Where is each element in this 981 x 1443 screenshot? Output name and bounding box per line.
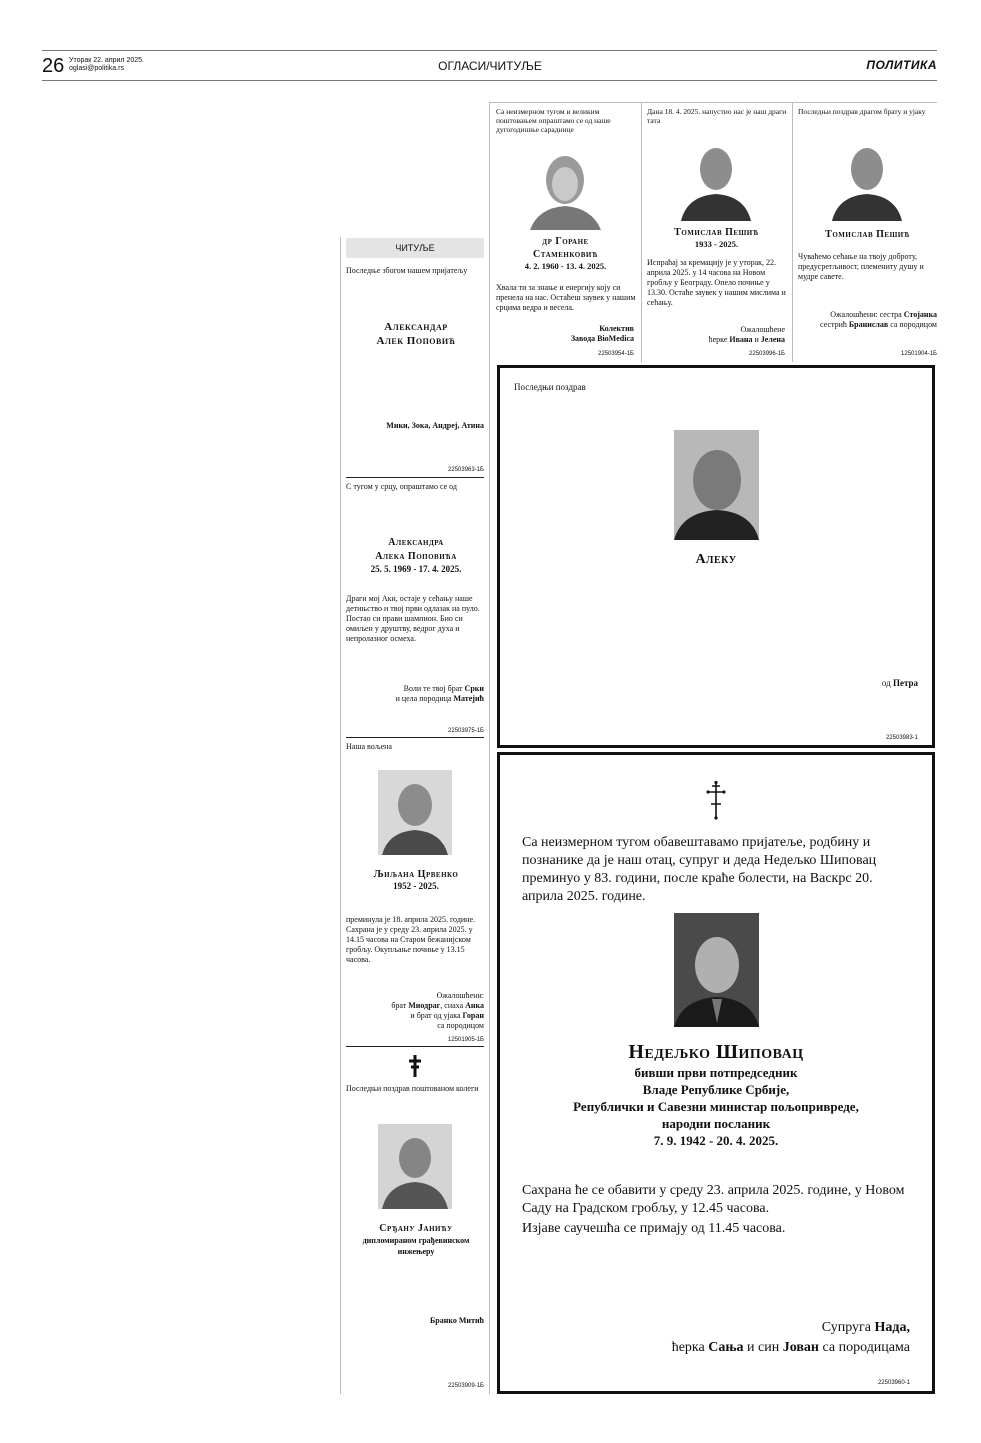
notice-gorana-heading: [494, 235, 637, 271]
portrait-photo: [679, 136, 753, 221]
deceased-name: Недељко Шиповац: [628, 1041, 804, 1063]
ad-code: 22503975-1Б: [448, 728, 484, 734]
orthodox-cross-icon: [702, 780, 730, 820]
ad-code: 22503996-1Б: [749, 351, 785, 357]
notice-ljiljana-body: преминула је 18. априла 2025. године. Сахрана је у среду 23. априла 2025. у 14.15 часова на Старом бежанијском гробљу. Окупљање почиње у 13.15 часова.: [346, 915, 476, 964]
notice-ljiljana-mourners: Ожалошћени: брат Миодраг, снаха Анка и брат од ујака Горан са породицом: [391, 991, 484, 1030]
notice-aleksandar-signers: Мики, Зока, Андреј, Атина: [386, 421, 484, 430]
box-aleku-intro: Последњи поздрав: [514, 382, 586, 392]
notice-divider: [346, 737, 484, 738]
name-line-2: Алек Поповић: [376, 335, 456, 347]
ad-code: 22503909-1Б: [448, 1383, 484, 1389]
title-line-1: бивши први потпредседник: [634, 1065, 798, 1080]
ad-code: 22503954-1Б: [598, 351, 634, 357]
box-aleku-signer: од Петра: [881, 678, 918, 688]
orthodox-cross-icon: [402, 1053, 428, 1079]
notice-tomislav-body: Испраћај за кремацију је у уторак, 22. априла 2025. у 14 часова на Новом гробљу у Београду. Опело почиње у 13.30. Остаће заувек у нашим мислима и сећању.: [647, 258, 786, 307]
notice-aleksandar-name: [346, 320, 486, 348]
deceased-name: Љиљана Црвенко: [373, 869, 459, 880]
notice-aleksandar-intro: Последње збогом нашем пријатељу: [346, 266, 468, 275]
notice-divider: [346, 1046, 484, 1047]
title-line-4: народни посланик: [661, 1116, 771, 1131]
header-date-block: [69, 57, 144, 73]
notice-divider: [346, 477, 484, 478]
notice-tomislav-heading: [645, 226, 788, 249]
life-dates: 1952 - 2025.: [393, 881, 439, 891]
notice-tomislav-intro: Дана 18. 4. 2025. напустио нас је наш драги тата: [647, 107, 787, 125]
box-aleku-name: Алеку: [695, 552, 737, 567]
life-dates: 7. 9. 1942 - 20. 4. 2025.: [653, 1133, 779, 1148]
portrait-photo: [674, 913, 759, 1027]
notice-srdjan-intro: Последњи поздрав поштованом колеги: [346, 1084, 479, 1093]
notice-ljiljana-heading: [346, 868, 486, 891]
notice-gorana-signers: Колектив Завода BioMedica: [570, 324, 634, 343]
top-row-top-rule: [489, 102, 937, 103]
section-title: ОГЛАСИ/ЧИТУЉЕ: [438, 59, 542, 73]
deceased-name: Томислав Пешић: [825, 229, 910, 240]
header-date: Уторак 22. април 2025.: [69, 57, 144, 64]
notice-tomislav2-intro: Последњи поздрав драгом брату и ујаку: [798, 107, 926, 116]
ad-code: 12501905-1Б: [448, 1037, 484, 1043]
notice-gorana-body: Хвала ти за знање и енергију коју си пренела на нас. Остаћеш заувек у нашим срцима ведра и весела.: [496, 283, 636, 312]
box-nedeljko-signers: Супруга Нада, ћерка Сања и син Јован са породицама: [671, 1320, 910, 1355]
header-top-rule: [42, 50, 937, 51]
box-nedeljko-condolences: Изјаве саучешћа се примају од 11.45 часова.: [522, 1221, 786, 1236]
name-line-2: Стаменковић: [533, 249, 598, 260]
notice-srdjan-heading: [346, 1222, 486, 1257]
notice-gorana-intro: Са неизмерном тугом и великим поштовањем опраштамо се од наше дугогодишње сараднице: [496, 107, 611, 134]
title-line-2: Владе Републике Србије,: [642, 1082, 790, 1097]
portrait-photo: [528, 146, 603, 230]
section-label: ЧИТУЉЕ: [346, 238, 484, 258]
notice-aleksandra-intro: С тугом у срцу, опраштамо се од: [346, 482, 457, 491]
life-dates: 25. 5. 1969 - 17. 4. 2025.: [370, 564, 462, 574]
deceased-title: дипломираном грађевинском инжењеру: [362, 1236, 470, 1256]
portrait-photo: [674, 430, 759, 540]
deceased-name: Томислав Пешић: [674, 227, 759, 238]
name-line-1: Александра: [388, 537, 444, 548]
notice-tomislav2-body: Чуваћемо сећање на твоју доброту, предусретљивост, племениту душу и мудре савете.: [798, 252, 924, 281]
brand-logo: ПОЛИТИКА: [866, 58, 937, 72]
name-line-1: Александар: [384, 321, 448, 333]
name-line-1: др Горане: [542, 236, 589, 247]
top-row-rule: [641, 102, 642, 362]
ad-code: 22503983-1: [885, 735, 918, 741]
signer-line-1: Воли те твој брат Срки: [403, 684, 484, 693]
notice-aleksandra-signers: [346, 684, 484, 704]
header-bottom-rule: [42, 80, 937, 81]
top-row-rule: [489, 102, 490, 237]
notice-srdjan-signer: Бранко Митић: [430, 1316, 484, 1325]
notice-aleksandra-heading: [346, 536, 486, 574]
ad-code: 12501904-1Б: [901, 351, 937, 357]
box-nedeljko-heading: [500, 1040, 932, 1149]
notice-aleksandra-body: Драги мој Аки, остаје у сећању наше детињство и твој први одлазак на пуло. Постао си прави шампион. Био си омиљен у друштву, ведрог духа и непролазног осмеха.: [346, 594, 480, 643]
page-number: 26: [42, 55, 65, 77]
top-row-rule: [792, 102, 793, 362]
ad-code: 22503963-1Б: [448, 467, 484, 473]
box-nedeljko-intro: Са неизмерном тугом обавештавамо пријатеље, родбину и познанике да је наш отац, супруг и деда Недељко Шиповац преминуо у 83. години, после краће болести, на Васкрс 20. априла 2025. године.: [522, 835, 877, 904]
deceased-name: Срђану Јанићу: [379, 1223, 453, 1234]
left-col-rule-right: [489, 237, 490, 1394]
box-nedeljko-funeral: Сахрана ће се обавити у среду 23. априла 2025. године, у Новом Саду на Градском гробљу, у 12.45 часова.: [522, 1183, 905, 1216]
portrait-photo: [830, 136, 904, 221]
notice-tomislav2-signers: Ожалошћени: сестра Стојанка сестрић Бранислав са породицом: [820, 310, 937, 329]
portrait-photo: [378, 770, 452, 855]
portrait-photo: [378, 1124, 452, 1209]
name-line-2: Алека Поповића: [375, 551, 457, 562]
title-line-3: Републички и Савезни министар пољопривреде,: [573, 1099, 859, 1114]
life-dates: 4. 2. 1960 - 13. 4. 2025.: [524, 261, 607, 271]
left-col-rule-left: [340, 237, 341, 1394]
life-dates: 1933 - 2025.: [694, 239, 739, 249]
notice-tomislav-signers: Ожалошћене ћерке Ивана и Јелена: [708, 325, 785, 344]
notice-ljiljana-intro: Наша вољена: [346, 742, 392, 751]
ad-code: 22503960-1: [877, 1380, 910, 1386]
header-email: oglasi@politika.rs: [69, 65, 124, 72]
signer-line-2: и цела породица Матејић: [395, 694, 484, 703]
